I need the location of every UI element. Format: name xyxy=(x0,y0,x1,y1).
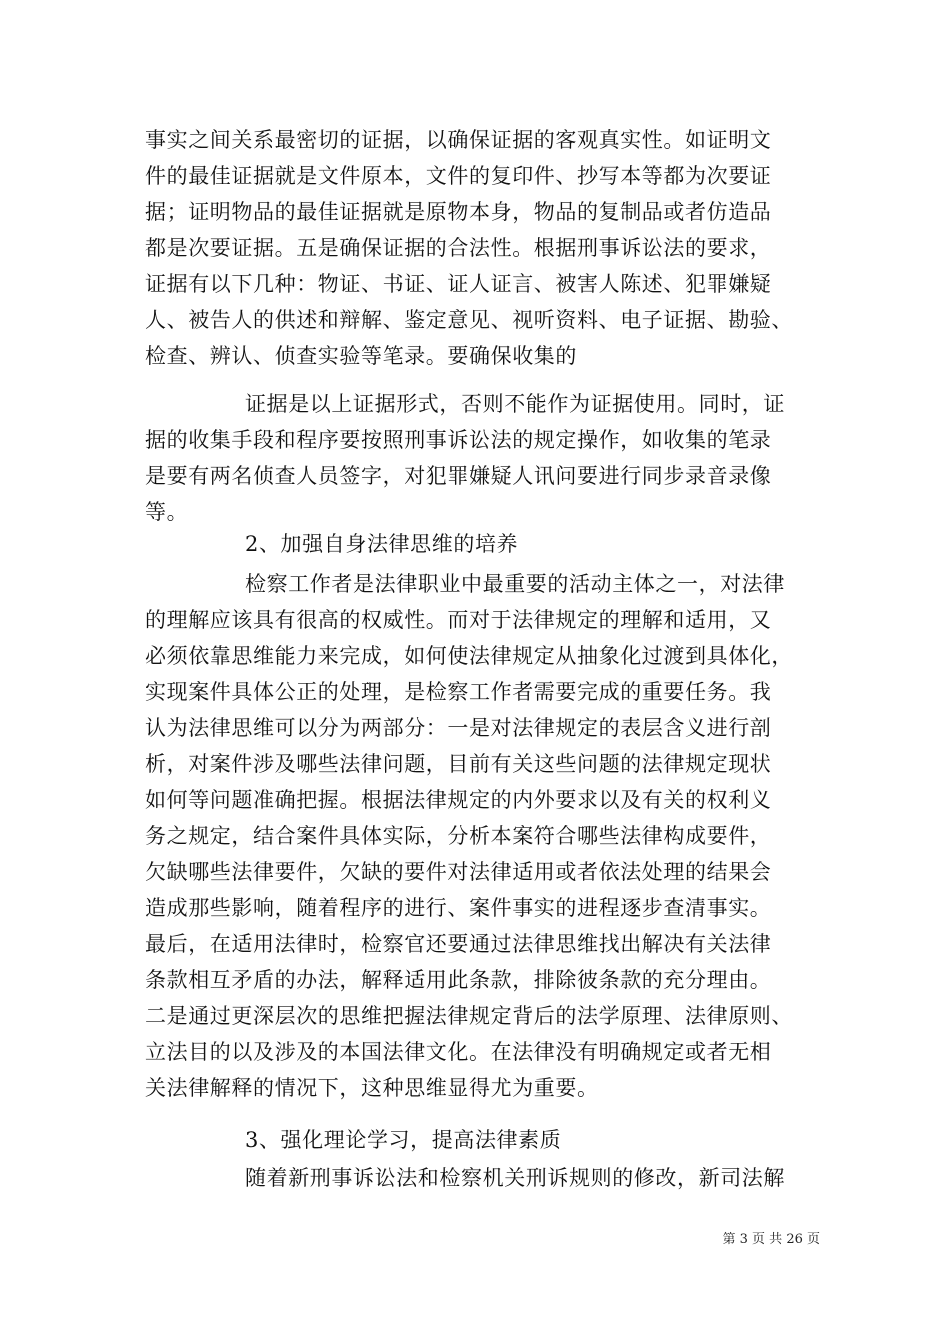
text-line: 如何等问题准确把握。根据法律规定的内外要求以及有关的权利义 xyxy=(145,788,772,812)
text-line: 条款相互矛盾的办法，解释适用此条款，排除彼条款的充分理由。 xyxy=(145,968,772,992)
paragraph-theory-study xyxy=(145,1160,810,1196)
text-line: 人、被告人的供述和辩解、鉴定意见、视听资料、电子证据、勘验、 xyxy=(145,308,793,332)
text-line: 件的最佳证据就是文件原本，文件的复印件、抄写本等都为次要证 xyxy=(145,164,772,188)
section-heading-text: 3、强化理论学习，提高法律素质 xyxy=(245,1128,562,1152)
text-line: 是要有两名侦查人员签字，对犯罪嫌疑人讯问要进行同步录音录像 xyxy=(145,464,772,488)
text-line: 关法律解释的情况下，这种思维显得尤为重要。 xyxy=(145,1076,599,1100)
text-line: 都是次要证据。五是确保证据的合法性。根据刑事诉讼法的要求， xyxy=(145,236,772,260)
text-line: 检查、辨认、侦查实验等笔录。要确保收集的 xyxy=(145,344,577,368)
text-line: 欠缺哪些法律要件，欠缺的要件对法律适用或者依法处理的结果会 xyxy=(145,860,772,884)
text-line: 认为法律思维可以分为两部分：一是对法律规定的表层含义进行剖 xyxy=(145,716,772,740)
paragraph-evidence-continued xyxy=(145,122,810,374)
text-line: 检察工作者是法律职业中最重要的活动主体之一，对法律 xyxy=(245,572,785,596)
text-line: 立法目的以及涉及的本国法律文化。在法律没有明确规定或者无相 xyxy=(145,1040,772,1064)
text-line: 据的收集手段和程序要按照刑事诉讼法的规定操作，如收集的笔录 xyxy=(145,428,772,452)
text-line: 据；证明物品的最佳证据就是原物本身，物品的复制品或者仿造品 xyxy=(145,200,772,224)
text-line: 必须依靠思维能力来完成，如何使法律规定从抽象化过渡到具体化， xyxy=(145,644,793,668)
paragraph-evidence-forms xyxy=(145,386,810,530)
text-line: 造成那些影响，随着程序的进行、案件事实的进程逐步查清事实。 xyxy=(145,896,772,920)
text-line: 最后，在适用法律时，检察官还要通过法律思维找出解决有关法律 xyxy=(145,932,772,956)
text-line: 务之规定，结合案件具体实际，分析本案符合哪些法律构成要件， xyxy=(145,824,772,848)
text-line: 证据是以上证据形式，否则不能作为证据使用。同时，证 xyxy=(245,392,785,416)
text-line: 的理解应该具有很高的权威性。而对于法律规定的理解和适用，又 xyxy=(145,608,772,632)
text-line: 析，对案件涉及哪些法律问题，目前有关这些问题的法律规定现状 xyxy=(145,752,772,776)
page-number: 第 3 页 共 26 页 xyxy=(722,1232,820,1247)
paragraph-legal-thinking xyxy=(145,566,810,1106)
section-heading-theory-study xyxy=(145,1122,810,1158)
text-line: 二是通过更深层次的思维把握法律规定背后的法学原理、法律原则、 xyxy=(145,1004,793,1028)
section-heading-legal-thinking xyxy=(145,526,810,562)
text-line: 实现案件具体公正的处理，是检察工作者需要完成的重要任务。我 xyxy=(145,680,772,704)
text-line: 随着新刑事诉讼法和检察机关刑诉规则的修改，新司法解 xyxy=(245,1166,785,1190)
section-heading-text: 2、加强自身法律思维的培养 xyxy=(245,532,519,556)
text-line: 证据有以下几种：物证、书证、证人证言、被害人陈述、犯罪嫌疑 xyxy=(145,272,772,296)
text-line: 事实之间关系最密切的证据，以确保证据的客观真实性。如证明文 xyxy=(145,128,772,152)
text-line: 等。 xyxy=(145,500,189,524)
